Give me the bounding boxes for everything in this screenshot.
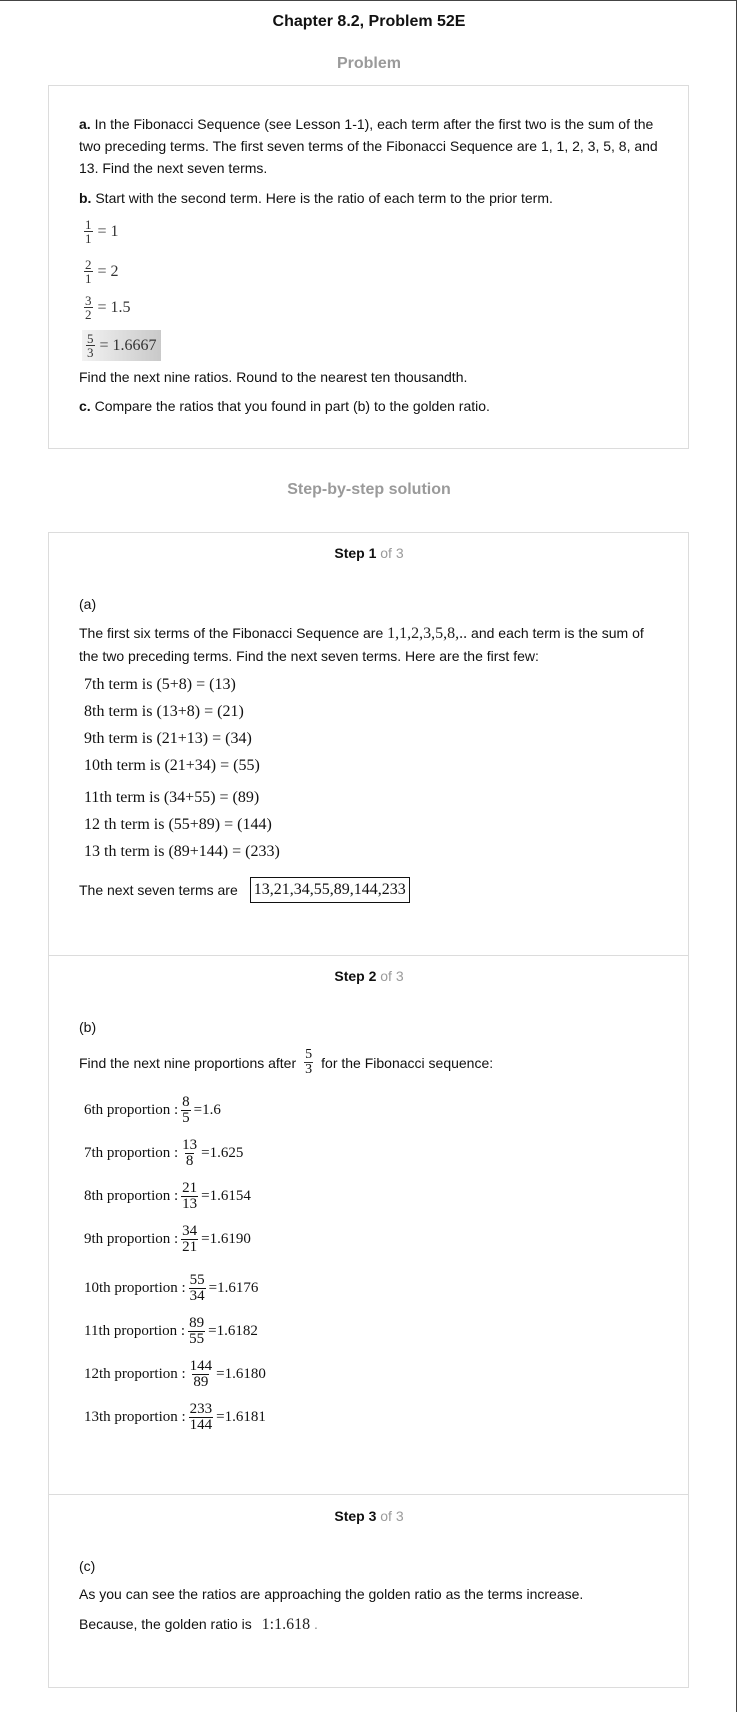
part-a-label: a. bbox=[79, 116, 91, 132]
step-1-header: Step 1 of 3 bbox=[334, 545, 404, 561]
term-line: 13 th term is (89+144) = (233) bbox=[84, 843, 280, 860]
proportion-row: 13th proportion : $\frac{233}{144}$ =1.6181 bbox=[84, 1401, 266, 1433]
step-2-header: Step 2 of 3 bbox=[334, 968, 404, 984]
step-1-part: (a) bbox=[79, 596, 97, 612]
part-b-label: b. bbox=[79, 190, 92, 206]
golden-ratio: 1:1.618 bbox=[261, 1616, 311, 1633]
problem-part-a bbox=[79, 113, 659, 179]
boxed-answer: 13,21,34,55,89,144,233 bbox=[250, 877, 410, 903]
ratio-1: $\frac{1}{1}$ = 1 bbox=[85, 217, 119, 246]
page-title: Chapter 8.2, Problem 52E bbox=[272, 13, 466, 30]
term-line: 12 th term is (55+89) = (144) bbox=[84, 816, 272, 833]
proportion-row: 7th proportion : $\frac{13}{8}$ =1.625 bbox=[84, 1137, 244, 1169]
step-2-part: (b) bbox=[79, 1019, 97, 1035]
step-3-part: (c) bbox=[79, 1558, 96, 1574]
step-divider bbox=[48, 1494, 689, 1495]
part-b-text: Start with the second term. Here is the ratio of each term to the prior term. bbox=[95, 190, 553, 206]
term-line: 9th term is (21+13) = (34) bbox=[84, 730, 252, 747]
proportion-row: 12th proportion : $\frac{144}{89}$ =1.6180 bbox=[84, 1358, 266, 1390]
step-1-intro: The first six terms of the Fibonacci Sequence are 1,1,2,3,5,8,.. and each term is the sum of the two preceding terms. Find the next seven terms. Here are the first few: bbox=[79, 625, 644, 664]
solution-heading: Step-by-step solution bbox=[287, 481, 451, 498]
proportion-row: 8th proportion : $\frac{21}{13}$ =1.6154 bbox=[84, 1180, 251, 1212]
ratio-2: $\frac{2}{1}$ = 2 bbox=[85, 257, 119, 286]
step-3-line-2: Because, the golden ratio is 1:1.618 . bbox=[79, 1616, 318, 1633]
part-b-instruction: Find the next nine ratios. Round to the nearest ten thousandth. bbox=[79, 369, 468, 385]
ratio-3: $\frac{3}{2}$ = 1.5 bbox=[85, 293, 131, 322]
part-c-text: Compare the ratios that you found in part (b) to the golden ratio. bbox=[94, 398, 490, 414]
proportion-row: 6th proportion : $\frac{8}{5}$ =1.6 bbox=[84, 1094, 221, 1126]
proportion-row: 11th proportion : $\frac{89}{55}$ =1.6182 bbox=[84, 1315, 258, 1347]
step-2-intro: Find the next nine proportions after $\frac{5}{3}$ for the Fibonacci sequence: bbox=[79, 1047, 494, 1077]
problem-part-c bbox=[79, 395, 659, 417]
ratio-4: $\frac{5}{3}$ = 1.6667 bbox=[82, 330, 161, 361]
proportion-row: 9th proportion : $\frac{34}{21}$ =1.6190 bbox=[84, 1223, 251, 1255]
problem-heading: Problem bbox=[336, 55, 401, 72]
step-3-header: Step 3 of 3 bbox=[334, 1508, 404, 1524]
term-line: 7th term is (5+8) = (13) bbox=[84, 676, 236, 693]
part-a-text: In the Fibonacci Sequence (see Lesson 1-1), each term after the first two is the sum of the two preceding terms. The first seven terms of the Fibonacci Sequence are 1, 1, 2, 3, 5, 8, and 13. Find the next seven terms. bbox=[79, 116, 658, 176]
step-1-answer: The next seven terms are 13,21,34,55,89,144,233 bbox=[79, 877, 659, 903]
proportion-row: 10th proportion : $\frac{55}{34}$ =1.6176 bbox=[84, 1272, 259, 1304]
term-line: 11th term is (34+55) = (89) bbox=[84, 789, 260, 806]
step-3-line-1: As you can see the ratios are approaching the golden ratio as the terms increase. bbox=[79, 1586, 584, 1602]
step-divider bbox=[48, 955, 689, 956]
term-line: 8th term is (13+8) = (21) bbox=[84, 703, 244, 720]
part-c-label: c. bbox=[79, 398, 91, 414]
problem-part-b bbox=[79, 187, 659, 209]
term-line: 10th term is (21+34) = (55) bbox=[84, 757, 260, 774]
